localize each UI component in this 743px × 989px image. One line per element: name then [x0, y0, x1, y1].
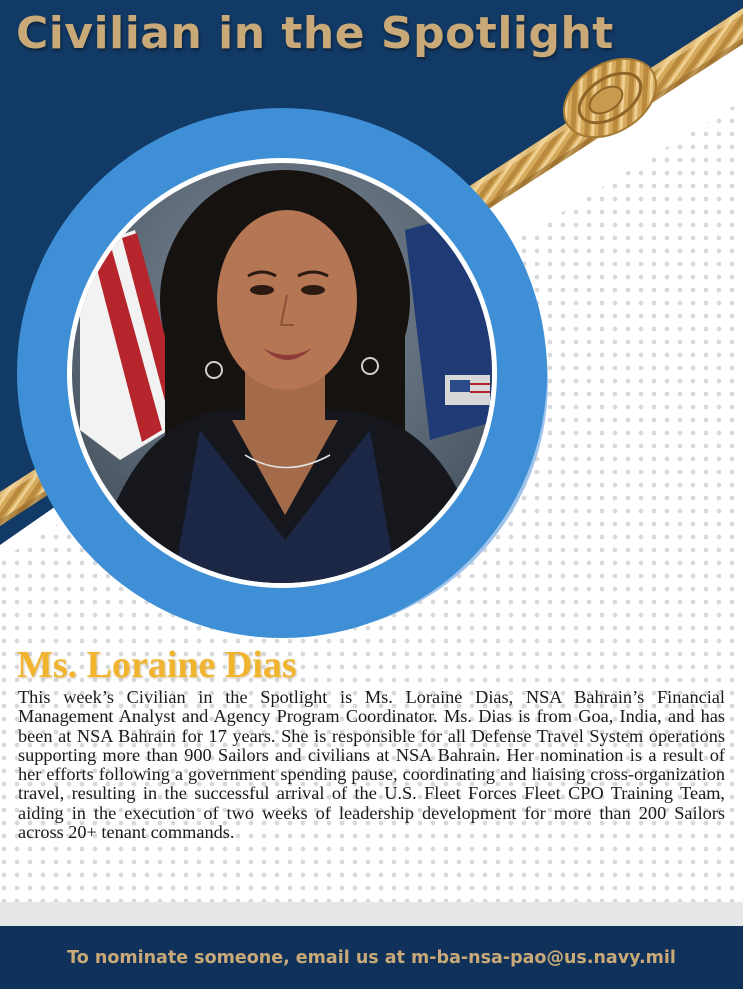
- profile-bio: This week’s Civilian in the Spotlight is Ms. Loraine Dias, NSA Bahrain’s Financial Management Analyst and Agency Program Coordinator. Ms. Dias is from Goa, India, and has been at NSA Bahrain for 17 years. She is responsible for all Defense Travel System operations supporting more than 900 Sailors and civilians at NSA Bahrain. Her nomination is a result of her efforts following a government spending pause, coordinating and liaising cross-organization travel, resulting in the successful arrival of the U.S. Fleet Forces Fleet CPO Training Team, aiding in the execution of two weeks of leadership development for more than 200 Sailors across 20+ tenant commands.: [18, 687, 725, 843]
- profile-name: Ms. Loraine Dias: [17, 644, 297, 686]
- footer-nomination-text: To nominate someone, email us at m-ba-nsa-pao@us.navy.mil: [67, 948, 676, 968]
- page-title: Civilian in the Spotlight: [16, 8, 614, 59]
- footer-band: [0, 902, 743, 926]
